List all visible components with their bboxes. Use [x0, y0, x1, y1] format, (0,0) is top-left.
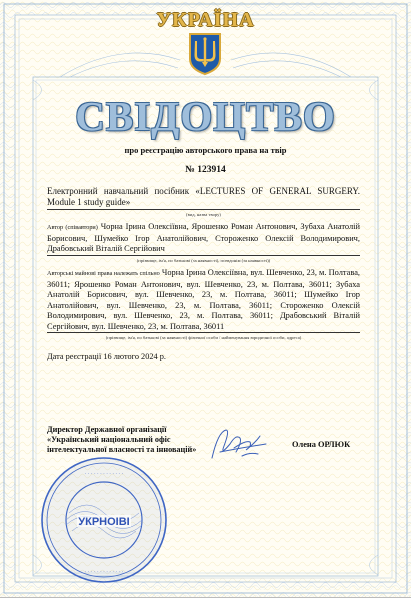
- certificate-subtitle: про реєстрацію авторського права на твір: [124, 145, 287, 155]
- director-name: Олена ОРЛЮК: [292, 440, 351, 449]
- country-name: УКРАЇНА: [156, 9, 255, 31]
- trident-icon: [187, 31, 223, 75]
- certificate-title: СВІДОЦТВО: [75, 93, 336, 139]
- svg-text:· · · · · · · · · · · · ·: · · · · · · · · · · · · ·: [84, 471, 124, 477]
- svg-text:· · · · · · · · · · · · ·: · · · · · · · · · · · · ·: [84, 569, 124, 575]
- rights-label: Авторські майнові права належать спільно: [47, 270, 160, 277]
- seal-label: УКРНОІВІ: [78, 516, 130, 528]
- certificate-number: № 123914: [185, 165, 226, 175]
- work-title: Електронний навчальний посібник «LECTURES OF GENERAL SURGERY. Module 1 study guide»: [47, 186, 360, 207]
- signature-icon: [200, 422, 280, 464]
- rights-rule: [47, 332, 360, 333]
- director-title: Директор Державної організації «Український національний офіс інтелектуальної власності та інновацій»: [47, 425, 197, 454]
- authors-caption: (прізвище, ім'я, по батькові (за наявності), псевдонім (за наявності)): [136, 258, 271, 263]
- work-title-rule: [47, 209, 360, 210]
- seal-icon: [39, 455, 169, 585]
- authors-block: [47, 222, 360, 255]
- authors-rule: [47, 255, 360, 256]
- rights-text: Чорна Ірина Олексіївна, вул. Шевченко, 23, м. Полтава, 36011; Ярошенко Роман Антонович, вул. Шевченко, 23, м. Полтава, 36011; Зубаха Анатолій Борисович, вул. Шевченко, 23, м. Полтава, 36011; Шумейко Ігор Анатолійович, вул. Шевченко, 23, м. Полтава, 36011; Стороженко Олексій Володимирович, вул. Шевченко, 23, м. Полтава, 36011; Драбовський Віталій Сергійович, вул. Шевченко, 23, м. Полтава, 36011: [47, 268, 361, 331]
- registration-date: Дата реєстрації 16 лютого 2024 р.: [47, 352, 166, 361]
- authors-label: Автор (співавтори): [47, 224, 98, 231]
- rights-caption: (прізвище, ім'я, по батькові (за наявності) фізичної особи / найменування юридичної особи, адреса): [105, 335, 302, 340]
- rights-block: [47, 268, 360, 333]
- authors-text: Чорна Ірина Олексіївна, Ярошенко Роман Антонович, Зубаха Анатолій Борисович, Шумейко Ігор Анатолійович, Стороженко Олексій Володимирович, Драбовський Віталій Сергійович: [47, 222, 360, 254]
- work-caption: (вид, назва твору): [186, 212, 221, 217]
